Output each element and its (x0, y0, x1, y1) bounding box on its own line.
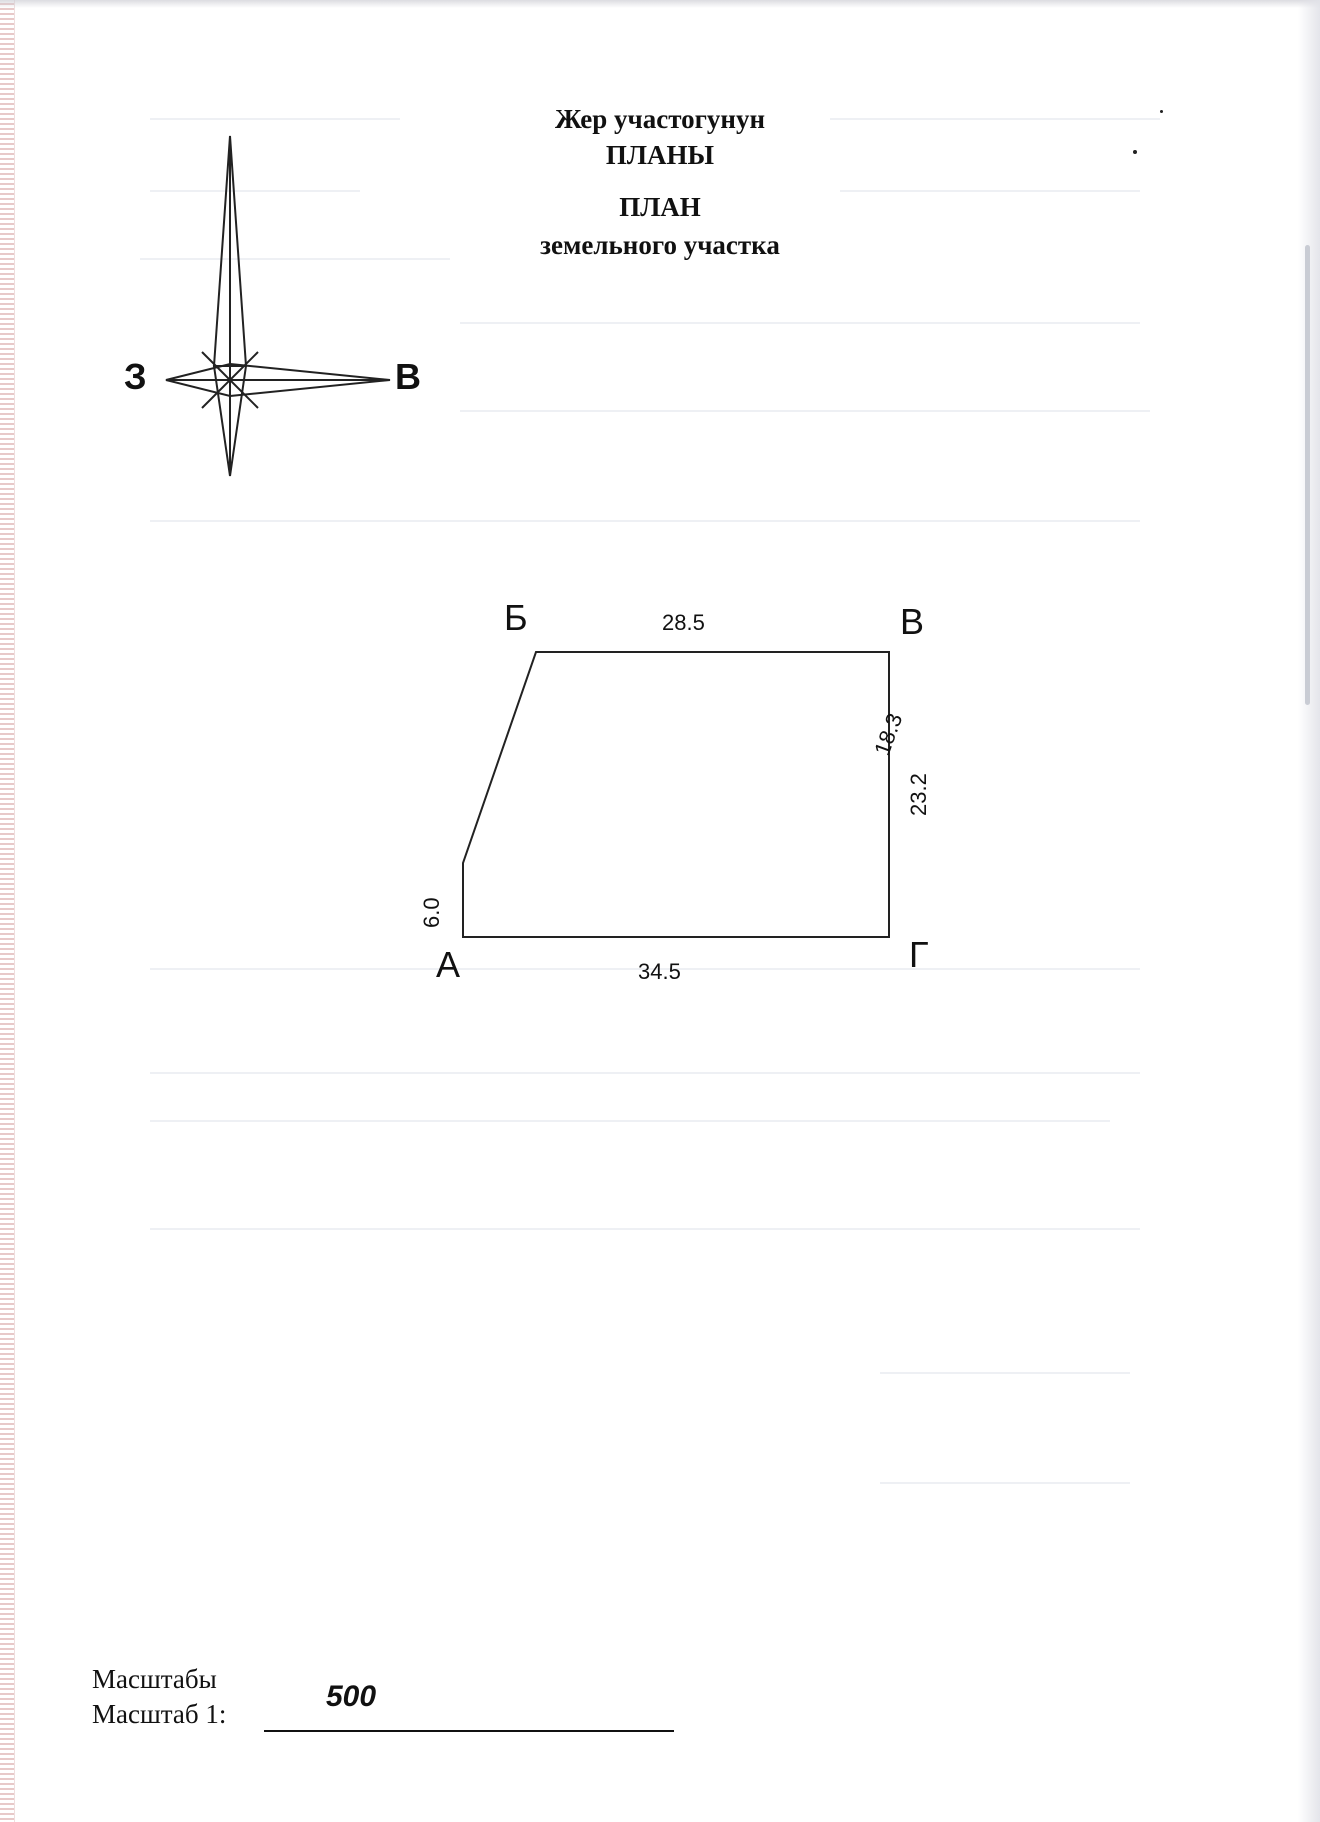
scale-value: 500 (326, 1680, 377, 1713)
bleed-through-line (150, 1120, 1110, 1122)
bleed-through-line (880, 1482, 1130, 1484)
bleed-through-line (840, 190, 1140, 192)
scan-top-shadow (0, 0, 1320, 8)
bleed-through-line (880, 1372, 1130, 1374)
vertex-label-b: Б (504, 597, 528, 638)
bleed-through-line (460, 410, 1150, 412)
vertex-label-v: В (900, 601, 925, 642)
scale-underline (264, 1730, 674, 1732)
paper-speck (1160, 110, 1163, 113)
paper-perforation-edge (0, 0, 15, 1822)
title-russian-line-2: земельного участка (540, 230, 780, 260)
paper-speck (1133, 150, 1137, 154)
bleed-through-line (830, 118, 1160, 120)
compass-west-label: З (124, 356, 147, 397)
title-russian-line-1: ПЛАН (619, 192, 701, 222)
scale-label-russian: Масштаб 1: (92, 1699, 227, 1729)
side-length-vg: 23.2 (906, 773, 931, 816)
bleed-through-line (460, 322, 1140, 324)
land-plot-outline (463, 652, 889, 937)
vertex-label-g: Г (909, 934, 929, 975)
compass-rose-icon (118, 130, 438, 490)
land-plot-diagram (400, 590, 960, 1010)
vertex-label-a: А (436, 944, 461, 985)
bleed-through-line (150, 520, 1140, 522)
side-length-bv: 28.5 (662, 610, 705, 635)
bleed-through-line (150, 1228, 1140, 1230)
compass-east-label: В (395, 356, 421, 397)
side-length-ab-lower: 6.0 (419, 897, 444, 928)
side-length-ga: 34.5 (638, 959, 681, 984)
bleed-through-line (150, 1072, 1140, 1074)
bleed-through-line (150, 118, 400, 120)
side-length-ab-upper: 18.3 (869, 709, 908, 759)
title-kyrgyz-line-1: Жер участогунун (554, 104, 766, 134)
scale-label-kyrgyz: Масштабы (92, 1664, 217, 1694)
title-kyrgyz-line-2: ПЛАНЫ (605, 140, 715, 170)
scan-edge-mark (1305, 245, 1310, 705)
